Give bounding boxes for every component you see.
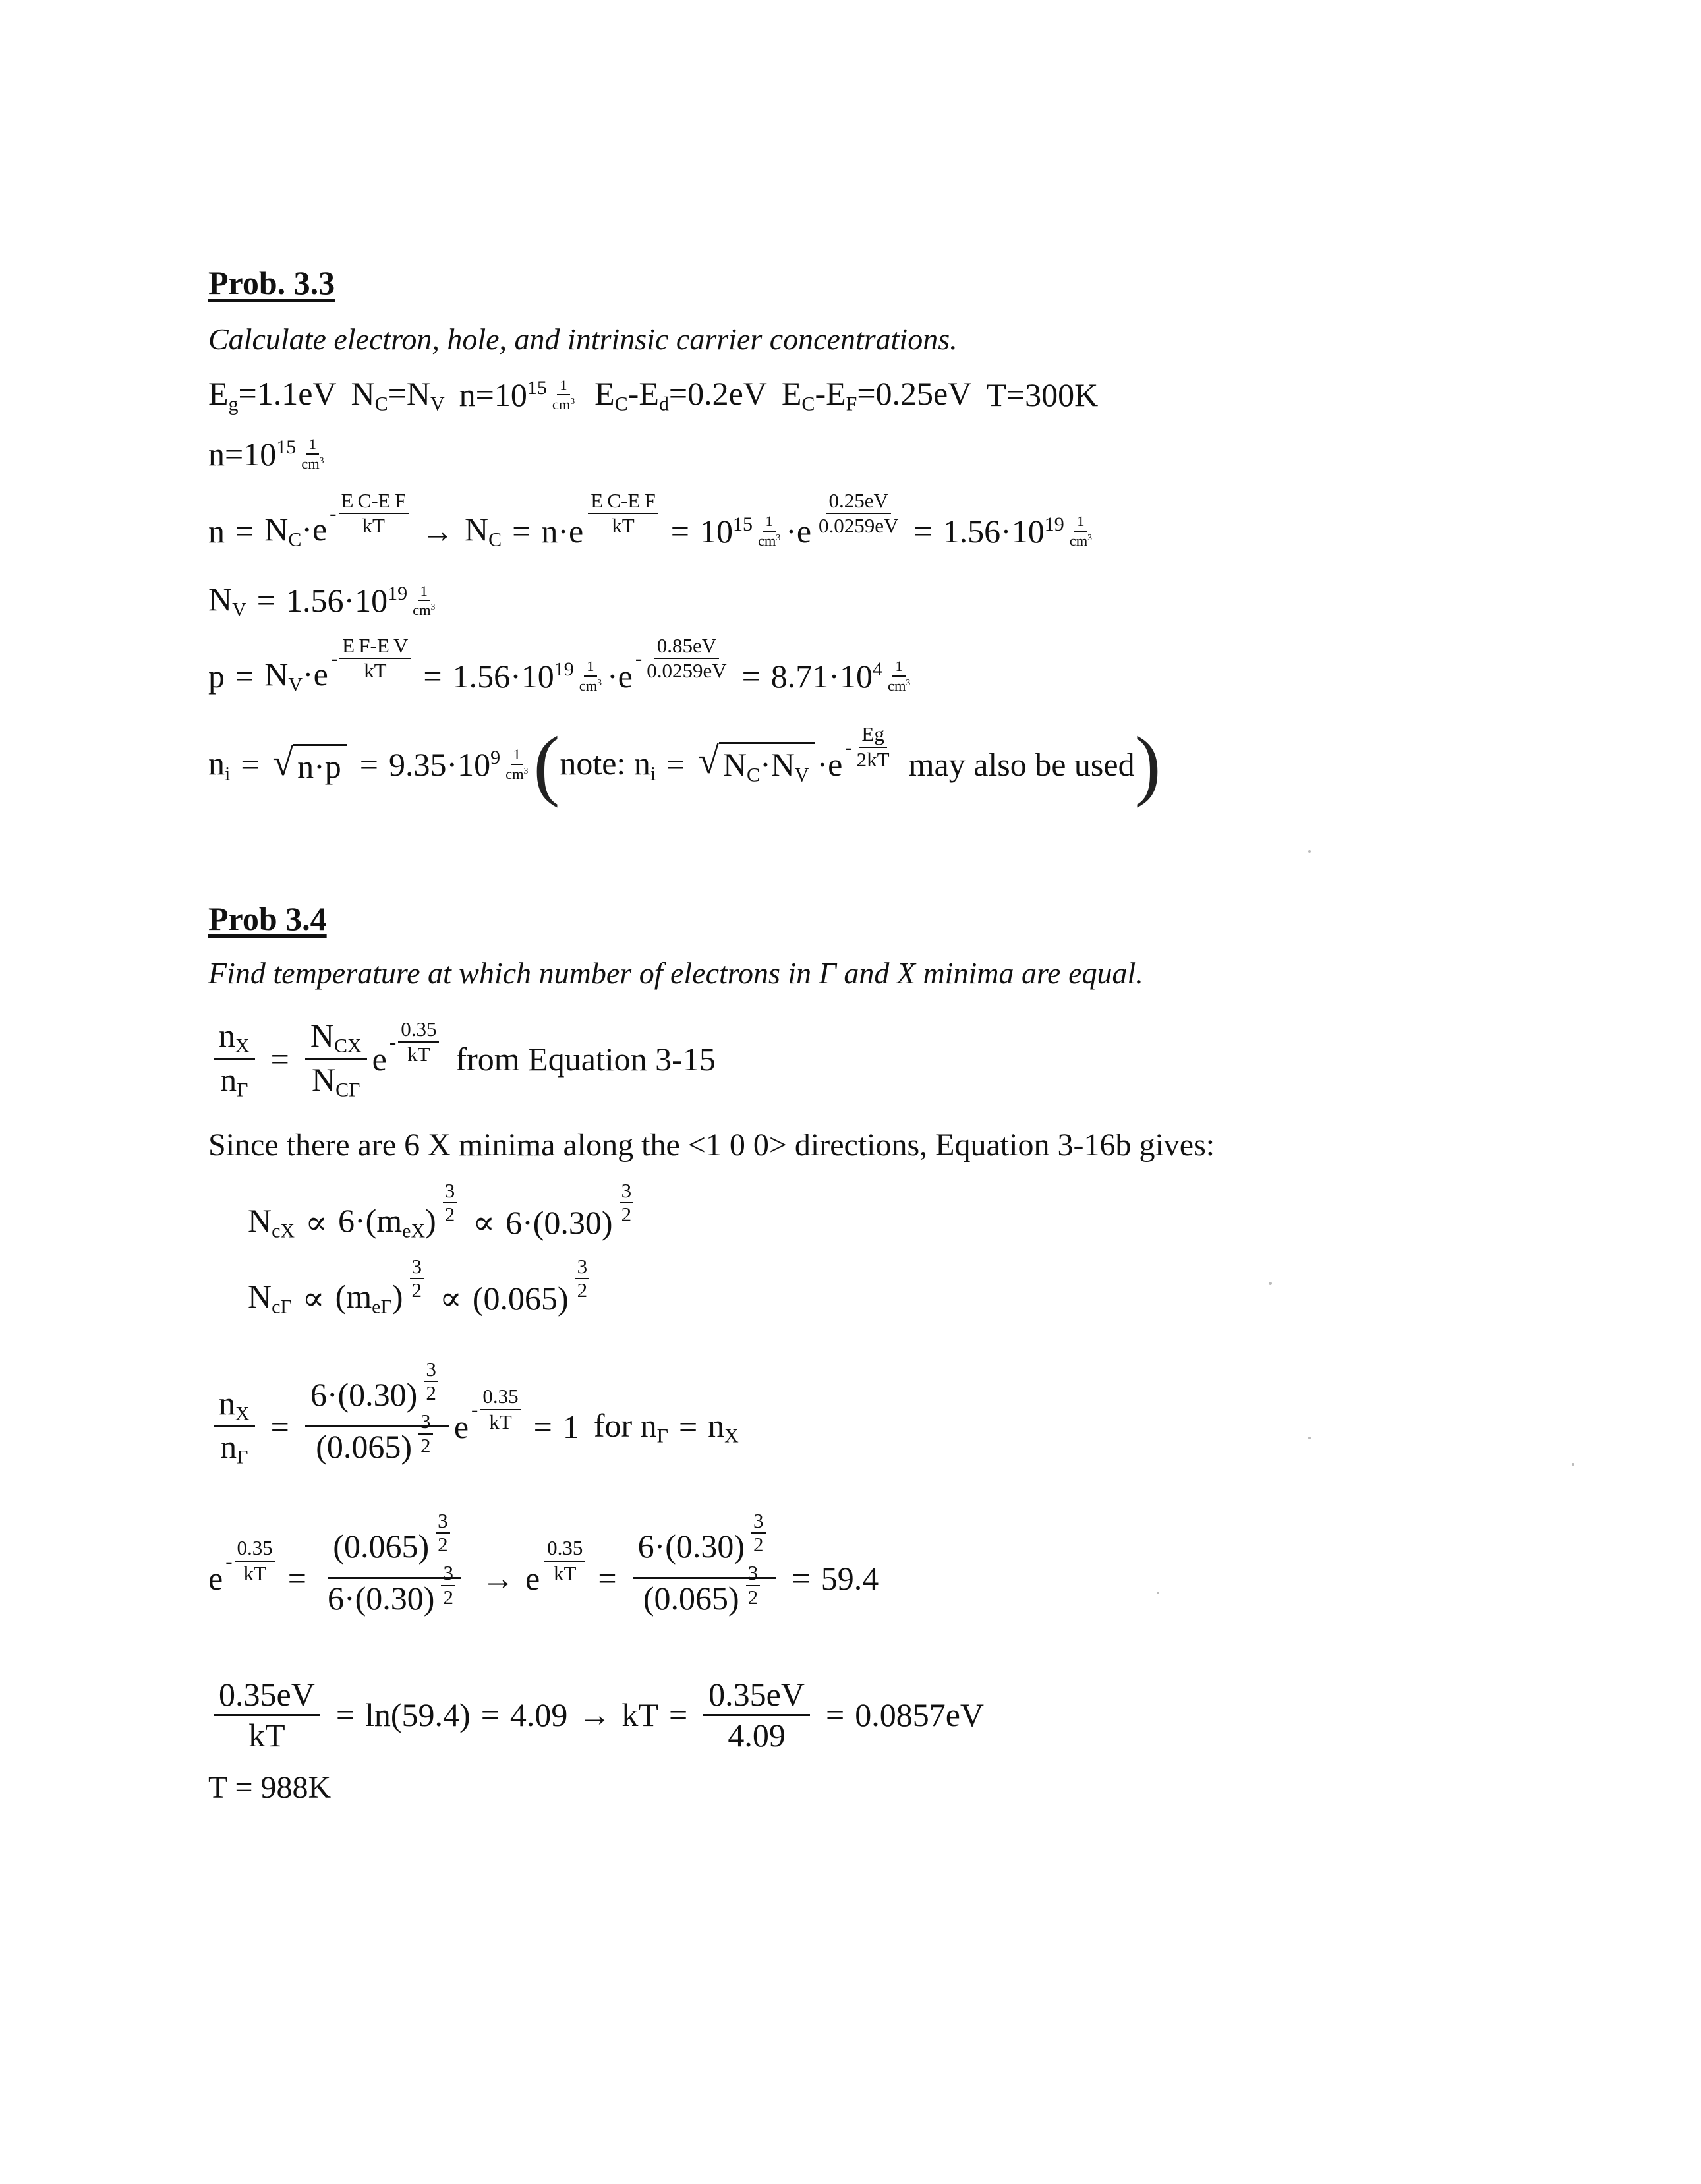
equation-ratio-substituted: $\frac{n_X}{n_\Gamma}$ = 6·(0.30) $\frac{3}{2}$ (0.065) $\frac{3}{2}$ e - $\frac{0.35}{kT}$ = 1 for $n_\Gamma$ = $n_X$	[208, 1377, 739, 1476]
square-root: √ n·p	[273, 744, 347, 786]
equation-ratio-nx-ng: $\frac{n_X}{n_\Gamma}$ = $\frac{N_{CX}}{N_{C\Gamma}}$ e - $\frac{0.35}{kT}$ from Equation 3-15	[208, 1018, 716, 1101]
nc-equals-nv: $N_C=N_V$	[351, 375, 445, 415]
prob-3-4-statement: Find temperature at which number of electrons in Γ and X minima are equal.	[208, 956, 1143, 990]
equation-nv: $N_V$ = $1.56\cdot 10^{19}$ $\frac{1}{cm^3}$	[208, 581, 436, 621]
n-value: $n=10^{15}$	[459, 376, 547, 414]
note-paren-left: (	[533, 720, 560, 808]
eg-symbol: $E_g=1.1eV$	[208, 375, 337, 415]
equation-exponential-solution: e - $\frac{0.35}{kT}$ = (0.065) $\frac{3}{2}$ 6·(0.30) $\frac{3}{2}$ → e $\frac{0.35}{kT}$ = 6·(0.30) $\frac{3}{2}$ (0.065) $\frac{3}{2}$ = 59.4	[208, 1509, 879, 1617]
temperature-value: T=300K	[986, 376, 1099, 414]
square-root-nc-nv: √ $N_C\cdot N_V$	[698, 742, 814, 786]
equation-ncx-proportional: $N_{cX}$ ∝ $6\cdot(m_{eX})$ $\frac{3}{2}$ ∝ 6·(0.30) $\frac{3}{2}$	[248, 1199, 639, 1245]
since-sentence: Since there are 6 X minima along the <1 0 0> directions, Equation 3-16b gives:	[208, 1128, 1215, 1163]
ec-ef-value: $E_C-E_F=0.25eV$	[781, 375, 972, 415]
scan-speck	[1269, 1282, 1272, 1285]
ec-ed-value: $E_C-E_d=0.2eV$	[594, 375, 767, 415]
scan-speck	[1308, 1437, 1311, 1439]
prob-3-4-heading: Prob 3.4	[208, 900, 327, 937]
scan-speck	[1308, 850, 1311, 853]
equation-intrinsic-concentration: $n_i$ = √ n·p = $9.35\cdot 10^9$ $\frac{1}{cm^3}$ ( note: $n_i$ = √ $N_C\cdot N_V$ ·e - $\frac{Eg}{2kT}$ may also be used )	[208, 720, 1161, 808]
equation-electron-concentration: n = $N_C\cdot e$ - $\frac{\text{E C-E F}}{kT}$ → $N_C$ = n·e $\frac{\text{E C-E F}}{kT}$ = $10^{15}$ $\frac{1}{cm^3}$ ·e $\frac{0.25eV}{0.0259eV}$ = $1.56\cdot 10^{19}$ $\frac{1}{cm^3}$	[208, 488, 1093, 551]
scan-speck	[1157, 1592, 1159, 1594]
scan-speck	[1572, 1463, 1574, 1466]
prob-3-3-heading: Prob. 3.3	[208, 264, 335, 301]
given-values-line	[208, 374, 1098, 415]
per-cm3: $\frac{1}{cm^3}$	[552, 376, 575, 413]
note-text: note: $n_i$	[560, 744, 656, 785]
temperature-result: T = 988K	[208, 1770, 332, 1805]
equation-hole-concentration: p = $N_V\cdot e$ - $\frac{\text{E F-E V}}{kT}$ = $1.56\cdot 10^{19}$ $\frac{1}{cm^3}$ ·e - $\frac{0.85eV}{0.0259eV}$ = $8.71\cdot 10^4$ $\frac{1}{cm^3}$	[208, 633, 911, 696]
prob-3-3-statement: Calculate electron, hole, and intrinsic carrier concentrations.	[208, 322, 958, 356]
n-line: $n=10^{15}$ $\frac{1}{cm^3}$	[208, 436, 324, 473]
note-paren-right: )	[1134, 720, 1161, 808]
equation-ncg-proportional: $N_{c\Gamma}$ ∝ $(m_{e\Gamma})$ $\frac{3}{2}$ ∝ (0.065) $\frac{3}{2}$	[248, 1275, 594, 1321]
equation-kt-solution: $\frac{0.35eV}{kT}$ = ln(59.4) = 4.09 → kT = $\frac{0.35eV}{4.09}$ = 0.0857eV	[208, 1677, 984, 1752]
